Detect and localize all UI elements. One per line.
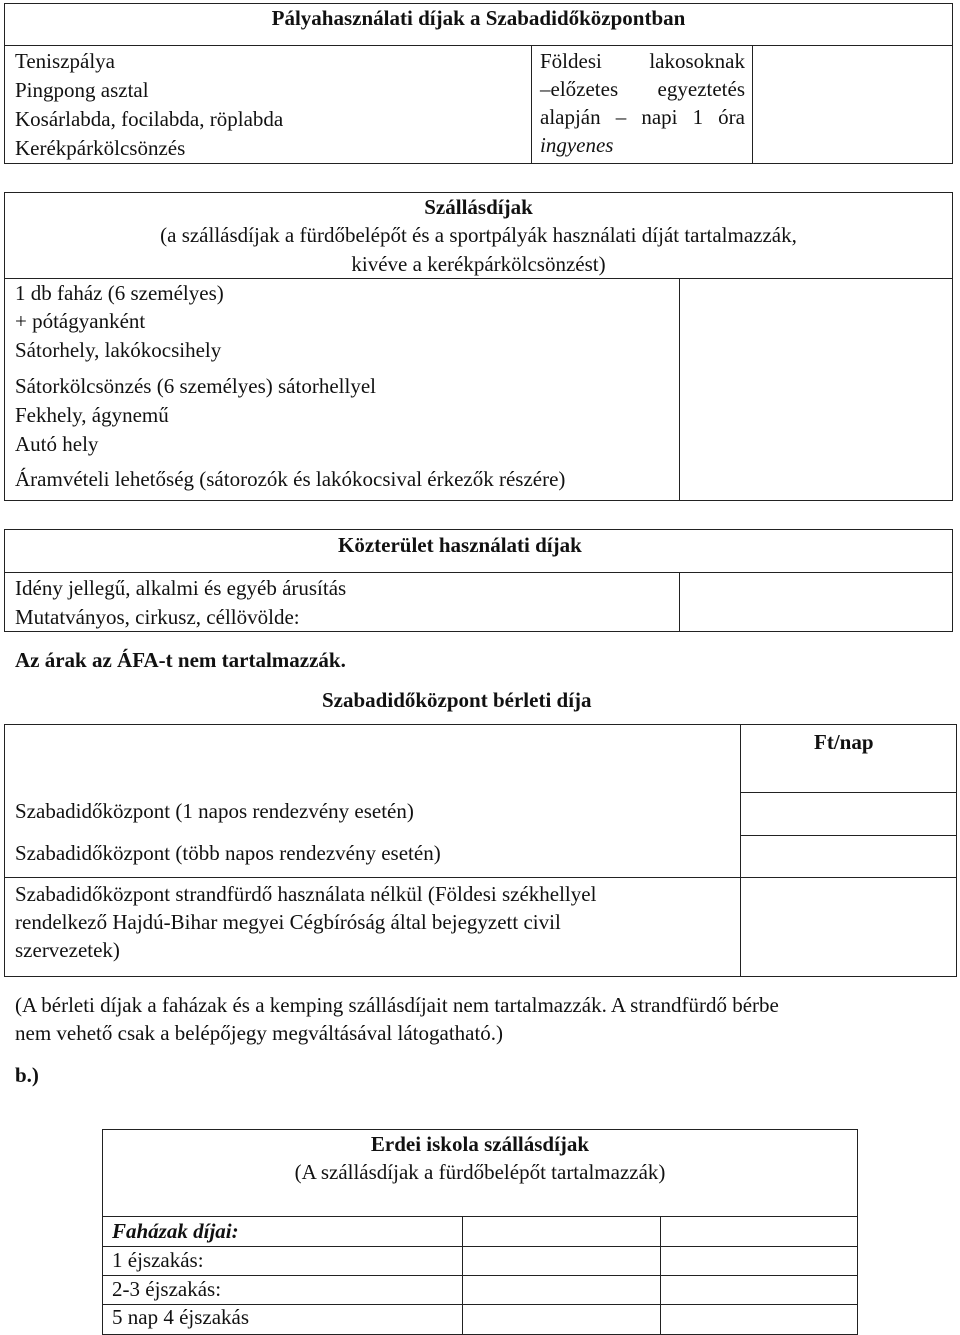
accommodation-row-tent-rental: Sátorkölcsönzés (6 személyes) sátorhellyel xyxy=(15,374,376,398)
accommodation-row-bedding: Fekhely, ágynemű xyxy=(15,403,169,427)
rental-unit-label: Ft/nap xyxy=(814,730,874,754)
facility-pingpong: Pingpong asztal xyxy=(15,78,149,102)
accommodation-row-extra-bed: + pótágyanként xyxy=(15,309,146,333)
accommodation-row-electricity: Áramvételi lehetőség (sátorozók és lakókocsival érkezők részére) xyxy=(15,467,566,491)
facility-bike-rental: Kerékpárkölcsönzés xyxy=(15,136,186,160)
local-residents-note-1: Földesi lakosoknak xyxy=(540,49,745,73)
rental-row-multi-day: Szabadidőközpont (több napos rendezvény esetén) xyxy=(15,841,441,865)
public-area-row-selling: Idény jellegű, alkalmi és egyéb árusítás xyxy=(15,576,347,600)
rental-row-ngo-2: rendelkező Hajdú-Bihar megyei Cégbíróság által bejegyzett civil xyxy=(15,910,561,934)
cabin-fees-heading: Faházak díjai: xyxy=(112,1219,239,1243)
public-area-title: Közterület használati díjak xyxy=(338,533,582,557)
court-fees-title: Pályahasználati díjak a Szabadidőközpontban xyxy=(271,6,686,30)
vat-note: Az árak az ÁFA-t nem tartalmazzák. xyxy=(15,648,346,672)
accommodation-row-cabin: 1 db faház (6 személyes) xyxy=(15,281,224,305)
public-area-row-circus: Mutatványos, cirkusz, céllövölde: xyxy=(15,605,300,629)
local-residents-note-3: alapján – napi 1 óra xyxy=(540,105,745,129)
facility-tennis: Teniszpálya xyxy=(15,49,115,73)
rental-row-one-day: Szabadidőközpont (1 napos rendezvény esetén) xyxy=(15,799,414,823)
cabin-fee-one-night: 1 éjszakás: xyxy=(112,1248,204,1272)
facility-balls: Kosárlabda, focilabda, röplabda xyxy=(15,107,284,131)
accommodation-subtitle-1: (a szállásdíjak a fürdőbelépőt és a sportpályák használati díját tartalmazzák, xyxy=(160,223,797,247)
forest-school-title: Erdei iskola szállásdíjak xyxy=(370,1132,590,1156)
local-residents-note-2: –előzetes egyeztetés xyxy=(540,77,745,101)
rental-row-ngo-1: Szabadidőközpont strandfürdő használata nélkül (Földesi székhellyel xyxy=(15,882,597,906)
cabin-fee-five-days: 5 nap 4 éjszakás xyxy=(112,1305,250,1329)
rental-note-2: nem vehető csak a belépőjegy megváltásával látogatható.) xyxy=(15,1021,504,1045)
accommodation-row-car: Autó hely xyxy=(15,432,99,456)
rental-row-ngo-3: szervezetek) xyxy=(15,938,120,962)
accommodation-row-tent-site: Sátorhely, lakókocsihely xyxy=(15,338,222,362)
rental-note-1: (A bérleti díjak a faházak és a kemping szállásdíjait nem tartalmazzák. A strandfürdő bérbe xyxy=(15,993,779,1017)
section-b-label: b.) xyxy=(15,1063,39,1087)
rental-fee-title: Szabadidőközpont bérleti díja xyxy=(322,688,592,712)
accommodation-title: Szállásdíjak xyxy=(424,195,533,219)
cabin-fee-two-three-nights: 2-3 éjszakás: xyxy=(112,1277,222,1301)
accommodation-subtitle-2: kivéve a kerékpárkölcsönzést) xyxy=(351,252,606,276)
free-of-charge-note: ingyenes xyxy=(540,133,614,157)
forest-school-subtitle: (A szállásdíjak a fürdőbelépőt tartalmazzák) xyxy=(294,1160,666,1184)
